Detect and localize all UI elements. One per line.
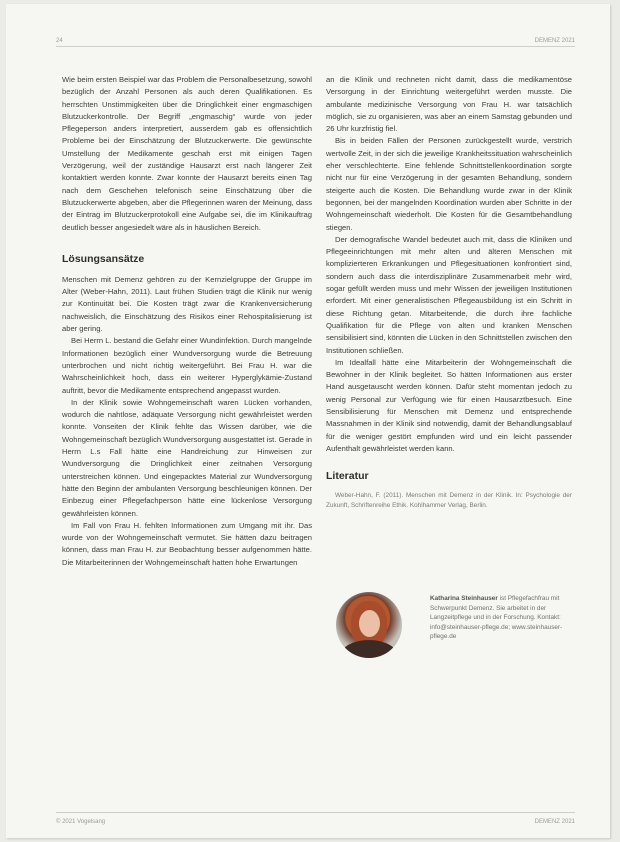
header-rule [56, 46, 575, 47]
page-number: 24 [56, 38, 63, 44]
running-header: DEMENZ 2021 [534, 38, 575, 44]
author-bio [430, 594, 572, 642]
paragraph: In der Klinik sowie Wohngemeinschaft waren Lücken vorhanden, wodurch die nahtlose, adäquate Versorgung nicht gewährleistet werden konnte. Vonseiten der Klinik fehlte das Wissen darüber, wie die Wohngemeinschaft bezüglich Wundversorgung ausgestattet ist. Gerade in Herrn L.s Fall hätte eine Handreichung zur Hinweisen zur Wundversorgung die Dringlichkeit einer zeitnahen Versorgung unterstreichen können. Und eingepacktes Material zur Wundversorgung hätte den Beginn der ambulanten Versorgung beschleunigen können. Der Einbezug einer Pflegefachperson hätte eine lückenlose Versorgung gewährleisten können. [62, 397, 312, 518]
section-title-loesungsansaetze: Lösungsansätze [62, 252, 145, 265]
paragraph: Im Fall von Frau H. fehlten Informationen zum Umgang mit ihr. Das wurde von der Wohngemeinschaft vermutet. Sie hätten dazu beitragen können, dass man Frau H. zur Beobachtung besser aufgenommen hätte. Die Mitarbeiterinnen der Wohngemeinschaft hatten hohe Erwartungen [62, 520, 312, 567]
paragraph: Bei Herrn L. bestand die Gefahr einer Wundinfektion. Durch mangelnde Informationen bezüglich einer Wundversorgung wurde die Betreuung unterbrochen und nicht richtig weitergeführt. Bei Frau H. war die Wahrscheinlichkeit hoch, dass ein weiterer Hyperglykämie-Zustand auftritt, bevor die Medikamente entsprechend angepasst wurden. [62, 336, 312, 395]
author-name: Katharina Steinhauser [430, 595, 498, 602]
page [6, 4, 610, 838]
footer-rule [56, 812, 575, 813]
paragraph: an die Klinik und rechneten nicht damit, dass die medikamentöse Versorgung in der Einrichtung weitergeführt werden musste. Die ambulante medizinische Versorgung von Frau H. war tatsächlich möglich, sie zu organisieren, was aber an einem Samstag gebunden und 26 Uhr kurzfristig fiel. [326, 75, 572, 134]
footer-journal: DEMENZ 2021 [534, 819, 575, 825]
author-description: ist Pflegefachfrau mit Schwerpunkt Demenz. Sie arbeitet in der Langzeitpflege und in der Forschung. Kontakt: info@steinhauser-pflege.de; www.steinhauser-pflege.de [430, 595, 563, 640]
left-column [62, 74, 312, 569]
section-title-literatur: Literatur [326, 470, 369, 483]
paragraph: Bis in beiden Fällen der Personen zurückgestellt wurde, verstrich wertvolle Zeit, in der sich die jeweilige Krankheitssituation wahrscheinlich eher verschlechterte. Eine fehlende Schnittstellenkoordination sorgte nicht nur für eine Verzögerung in der gesamten Behandlung, sondern steigerte auch die Kosten. Die Behandlung wurde zwar in der Klinik begonnen, bei der mangelnden Koordination wurden aber Schritte in der Wohngemeinschaft wiederholt. Die Kosten für die Gesamtbehandlung stiegen. [326, 136, 572, 232]
right-column [326, 74, 572, 511]
author-photo [336, 592, 402, 658]
intro-paragraph: Wie beim ersten Beispiel war das Problem die Personalbesetzung, sowohl bezüglich der Anzahl Personen als auch deren Qualifikationen. Es herrschten Unstimmigkeiten über die Dringlichkeit einer engmaschigen Blutzuckerkontrolle. Der Begriff „engmaschig“ wurde von jeder Pflegeperson anders interpretiert, ausserdem gab es offensichtlich Probleme bei der Einschätzung der Blutzuckerwerte. Die gewünschte Umstellung der Medikamente geschah erst mit einigen Tagen Verzögerung, weil der zuständige Hausarzt erst nach längerer Zeit kontaktiert werden konnte. Zwar konnte der Hausarzt bereits einen Tag nach dem Geschehen telefonisch seine Einschätzung über die Blutzuckerwerte abgeben, aber die Pflegerinnen waren der Meinung, dass der Eintrag im Blutzuckerprotokoll eine Aufgabe sei, die im Klinikauftrag deutlich besser angesiedelt wäre als in häuslichen Bereich. [62, 75, 312, 232]
author-box [336, 592, 572, 662]
footer-publisher: © 2021 Vogelsang [56, 819, 106, 825]
paragraph: Der demografische Wandel bedeutet auch mit, dass die Kliniken und Pflegeeinrichtungen mit mehr alten und älteren Menschen mit komplizierteren Erkrankungen und Pflegesituationen konfrontiert sind, sondern auch dass die interdisziplinäre Zusammenarbeit mehr wird, sogar gefüllt werden muss und mehr Wissen der jeweiligen Institutionen erfordert. Mit einer generalistischen Pflegeausbildung ist ein Schritt in diese Richtung getan. Mitarbeitende, die durch ihre fachliche Qualifikation für die Pflege von alten und kranken Menschen sensibilisiert sind, könnten die Lücken in den Schnittstellen zwischen den Institutionen schließen. [326, 234, 572, 355]
paragraph: Menschen mit Demenz gehören zu der Kernzielgruppe der Gruppe im Alter (Weber-Hahn, 2011). Laut frühen Studien trägt die Klinik nur wenig zur Kontinuität bei. Die Kosten trägt zwar die Krankenversicherung nachweislich, die Einschätzung des Risikos einer Rehospitalisierung ist aber gering. [62, 274, 312, 334]
paragraph: Im Idealfall hätte eine Mitarbeiterin der Wohngemeinschaft die Bewohner in der Klinik begleitet. So hätten Informationen aus erster Hand ausgetauscht werden können. Dafür steht momentan jedoch zu wenig Personal zur Verfügung wie für einen Hausarztbesuch. Eine Sensibilisierung für Menschen mit Demenz und entsprechende Massnahmen in der Klinik sind notwendig, damit der Behandlungsablauf für die weniger gestört empfunden wird und ein leicht passender Aufenthalt gewährleistet werden kann. [326, 357, 572, 453]
literature-entry: Weber-Hahn, F. (2011). Menschen mit Demenz in der Klinik. In: Psychologie der Zukunft, Schriftenreihe Ethik. Kohlhammer Verlag, Berlin. [326, 492, 572, 510]
